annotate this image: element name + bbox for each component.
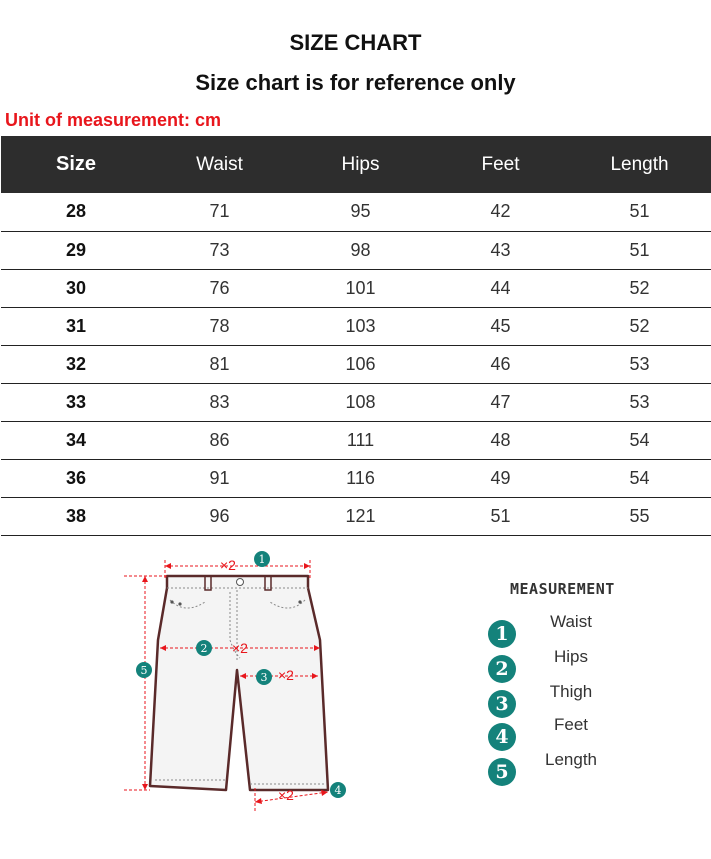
feet-cell: 44: [490, 277, 511, 298]
size-cell: 29: [65, 239, 87, 260]
waist-cell: 96: [209, 505, 230, 526]
length-cell: 53: [629, 353, 650, 374]
size-cell: 38: [65, 505, 87, 526]
legend-label: Waist: [550, 612, 592, 631]
table-row: [1, 269, 711, 307]
feet-cell: 47: [490, 391, 511, 412]
legend-item-waist: [488, 612, 708, 650]
marker-3-label: 3: [260, 671, 268, 684]
legend-label: Feet: [553, 715, 589, 734]
marker-3: [256, 669, 272, 685]
column-header: Feet: [481, 153, 520, 175]
table-row: [1, 231, 711, 269]
feet-cell: 43: [490, 239, 511, 260]
marker-4-label: 4: [334, 784, 342, 797]
waist-multiplier: ×2: [220, 557, 236, 573]
table-header-row: [1, 136, 711, 193]
shorts-outline: [150, 576, 328, 790]
table-row: [1, 459, 711, 497]
feet-cell: 51: [490, 505, 511, 526]
marker-2: [196, 640, 212, 656]
size-cell: 31: [65, 315, 87, 336]
hips-cell: 95: [350, 201, 371, 222]
legend-label: Thigh: [549, 682, 593, 701]
length-cell: 55: [629, 505, 650, 526]
size-cell: 28: [65, 201, 87, 222]
number-4-icon: 4: [488, 723, 516, 751]
hips-multiplier: ×2: [232, 640, 248, 656]
size-table: [1, 136, 711, 536]
hips-cell: 98: [350, 239, 371, 260]
feet-multiplier: ×2: [278, 787, 294, 803]
hips-cell: 116: [346, 467, 375, 488]
column-header: Waist: [196, 153, 243, 175]
marker-1: [254, 551, 270, 567]
legend-label: Hips: [553, 647, 588, 666]
marker-2-label: 2: [200, 642, 208, 655]
waist-cell: 81: [209, 353, 230, 374]
column-header: Hips: [341, 153, 380, 175]
button-icon: [237, 579, 244, 586]
table-row: [1, 307, 711, 345]
legend-item-feet: [488, 715, 708, 753]
table-row: [1, 383, 711, 421]
legend-label: Length: [545, 750, 597, 769]
column-header: Length: [610, 153, 669, 175]
waist-cell: 73: [209, 239, 230, 260]
waist-cell: 83: [209, 391, 230, 412]
length-cell: 54: [629, 467, 650, 488]
number-3-icon: 3: [488, 690, 516, 718]
marker-5-label: 5: [140, 664, 148, 677]
size-cell: 36: [65, 467, 87, 488]
feet-cell: 48: [490, 429, 511, 450]
hips-cell: 106: [345, 353, 376, 374]
column-header: Size: [55, 153, 97, 175]
number-5-icon: 5: [488, 758, 516, 786]
feet-cell: 45: [490, 315, 511, 336]
waist-cell: 91: [209, 467, 230, 488]
feet-cell: 46: [490, 353, 511, 374]
hips-cell: 108: [345, 391, 376, 412]
size-cell: 30: [65, 277, 87, 298]
length-cell: 52: [629, 277, 650, 298]
waist-cell: 76: [209, 277, 230, 298]
feet-cell: 42: [490, 201, 511, 222]
number-1-icon: 1: [488, 620, 516, 648]
hips-cell: 101: [345, 277, 376, 298]
size-cell: 33: [65, 391, 87, 412]
measurement-title: MEASUREMENT: [510, 580, 615, 598]
feet-cell: 49: [490, 467, 511, 488]
length-cell: 54: [629, 429, 650, 450]
marker-5: [136, 662, 152, 678]
table-row: [1, 421, 711, 459]
size-cell: 32: [65, 353, 87, 374]
number-2-icon: 2: [488, 655, 516, 683]
table-row: [1, 193, 711, 231]
size-cell: 34: [65, 429, 87, 450]
length-cell: 53: [629, 391, 650, 412]
table-row: [1, 497, 711, 535]
unit-note: Unit of measurement: cm: [5, 110, 222, 130]
marker-4: [330, 782, 346, 798]
hips-cell: 111: [346, 429, 375, 450]
hips-cell: 103: [345, 315, 376, 336]
shorts-diagram: [110, 540, 370, 820]
waist-cell: 71: [209, 201, 230, 222]
waist-cell: 86: [209, 429, 230, 450]
page-subtitle: Size chart is for reference only: [195, 70, 516, 95]
waist-cell: 78: [209, 315, 230, 336]
marker-1-label: 1: [258, 553, 266, 566]
length-cell: 52: [629, 315, 650, 336]
legend-item-length: [488, 750, 708, 788]
length-cell: 51: [629, 239, 650, 260]
thigh-multiplier: ×2: [278, 667, 294, 683]
legend-item-hips: [488, 647, 708, 685]
hips-cell: 121: [345, 505, 376, 526]
table-row: [1, 345, 711, 383]
page-title: SIZE CHART: [289, 30, 422, 55]
length-cell: 51: [629, 201, 650, 222]
